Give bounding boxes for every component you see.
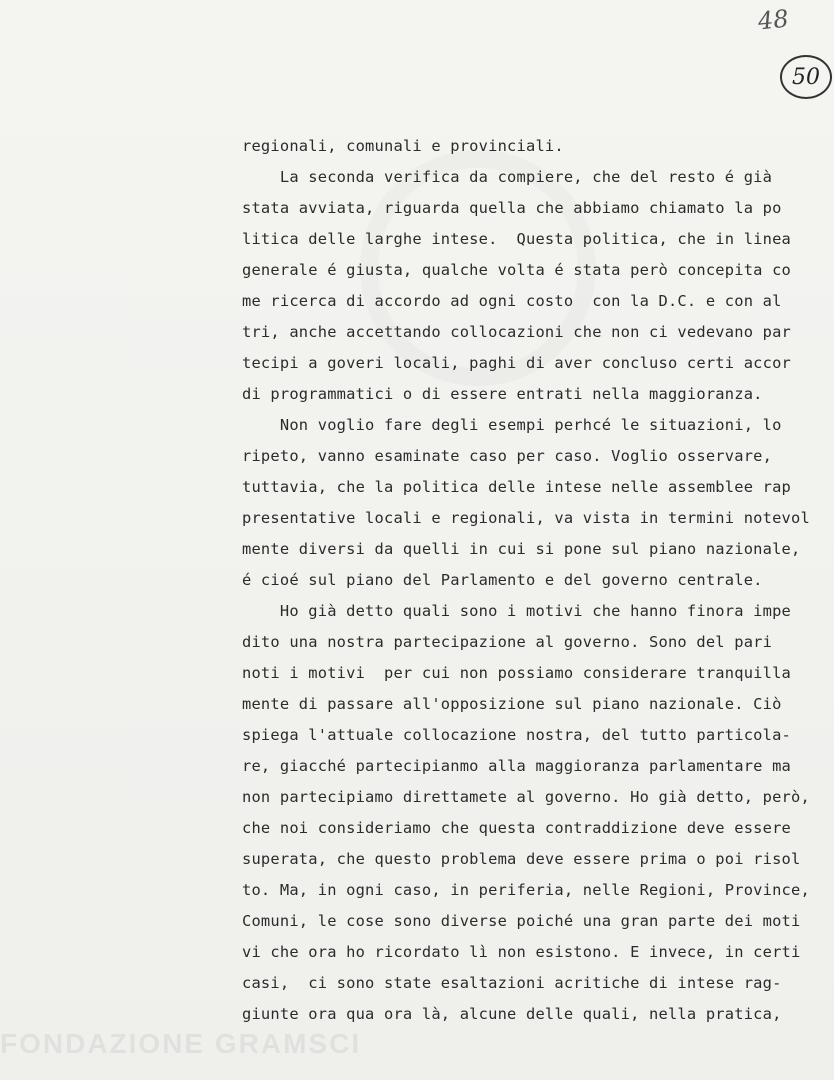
text-line: tri, anche accettando collocazioni che non ci vedevano par <box>242 323 792 341</box>
text-line: vi che ora ho ricordato lì non esistono. E invece, in certi <box>242 943 801 961</box>
text-line: regionali, comunali e provinciali. <box>242 137 564 155</box>
text-line: ripeto, vanno esaminate caso per caso. Voglio osservare, <box>242 447 773 465</box>
text-line: La seconda verifica da compiere, che del resto é già <box>242 168 773 186</box>
text-line: di programmatici o di essere entrati nella maggioranza. <box>242 385 763 403</box>
text-line: mente di passare all'opposizione sul piano nazionale. Ciò <box>242 695 782 713</box>
text-line: tuttavia, che la politica delle intese nelle assemblee rap <box>242 478 792 496</box>
text-line: che noi consideriamo che questa contraddizione deve essere <box>242 819 792 837</box>
text-line: presentative locali e regionali, va vista in termini notevol <box>242 509 810 527</box>
text-line: stata avviata, riguarda quella che abbiamo chiamato la po <box>242 199 782 217</box>
text-line: noti i motivi per cui non possiamo considerare tranquilla <box>242 664 792 682</box>
text-line: re, giacché partecipianmo alla maggioranza parlamentare ma <box>242 757 792 775</box>
text-line: é cioé sul piano del Parlamento e del governo centrale. <box>242 571 763 589</box>
foundation-watermark: FONDAZIONE GRAMSCI <box>0 1028 362 1059</box>
text-line: superata, che questo problema deve essere prima o poi risol <box>242 850 801 868</box>
text-line: spiega l'attuale collocazione nostra, del tutto particola- <box>242 726 792 744</box>
text-line: litica delle larghe intese. Questa politica, che in linea <box>242 230 792 248</box>
text-line: non partecipiamo direttamete al governo. Ho già detto, però, <box>242 788 810 806</box>
text-line: casi, ci sono state esaltazioni acritiche di intese rag- <box>242 974 782 992</box>
text-line: dito una nostra partecipazione al governo. Sono del pari <box>242 633 773 651</box>
text-line: Non voglio fare degli esempi perhcé le situazioni, lo <box>242 416 782 434</box>
text-line: Comuni, le cose sono diverse poiché una gran parte dei moti <box>242 912 801 930</box>
text-line: me ricerca di accordo ad ogni costo con la D.C. e con al <box>242 292 782 310</box>
text-line: generale é giusta, qualche volta é stata però concepita co <box>242 261 792 279</box>
text-line: to. Ma, in ogni caso, in periferia, nelle Regioni, Province, <box>242 881 810 899</box>
circled-page-number: 50 <box>780 55 832 99</box>
text-line: giunte ora qua ora là, alcune delle quali, nella pratica, <box>242 1005 782 1023</box>
text-line: tecipi a goveri locali, paghi di aver concluso certi accor <box>242 354 792 372</box>
text-line: Ho già detto quali sono i motivi che hanno finora impe <box>242 602 792 620</box>
handwritten-page-number: 48 <box>756 4 790 36</box>
text-line: mente diversi da quelli in cui si pone sul piano nazionale, <box>242 540 801 558</box>
